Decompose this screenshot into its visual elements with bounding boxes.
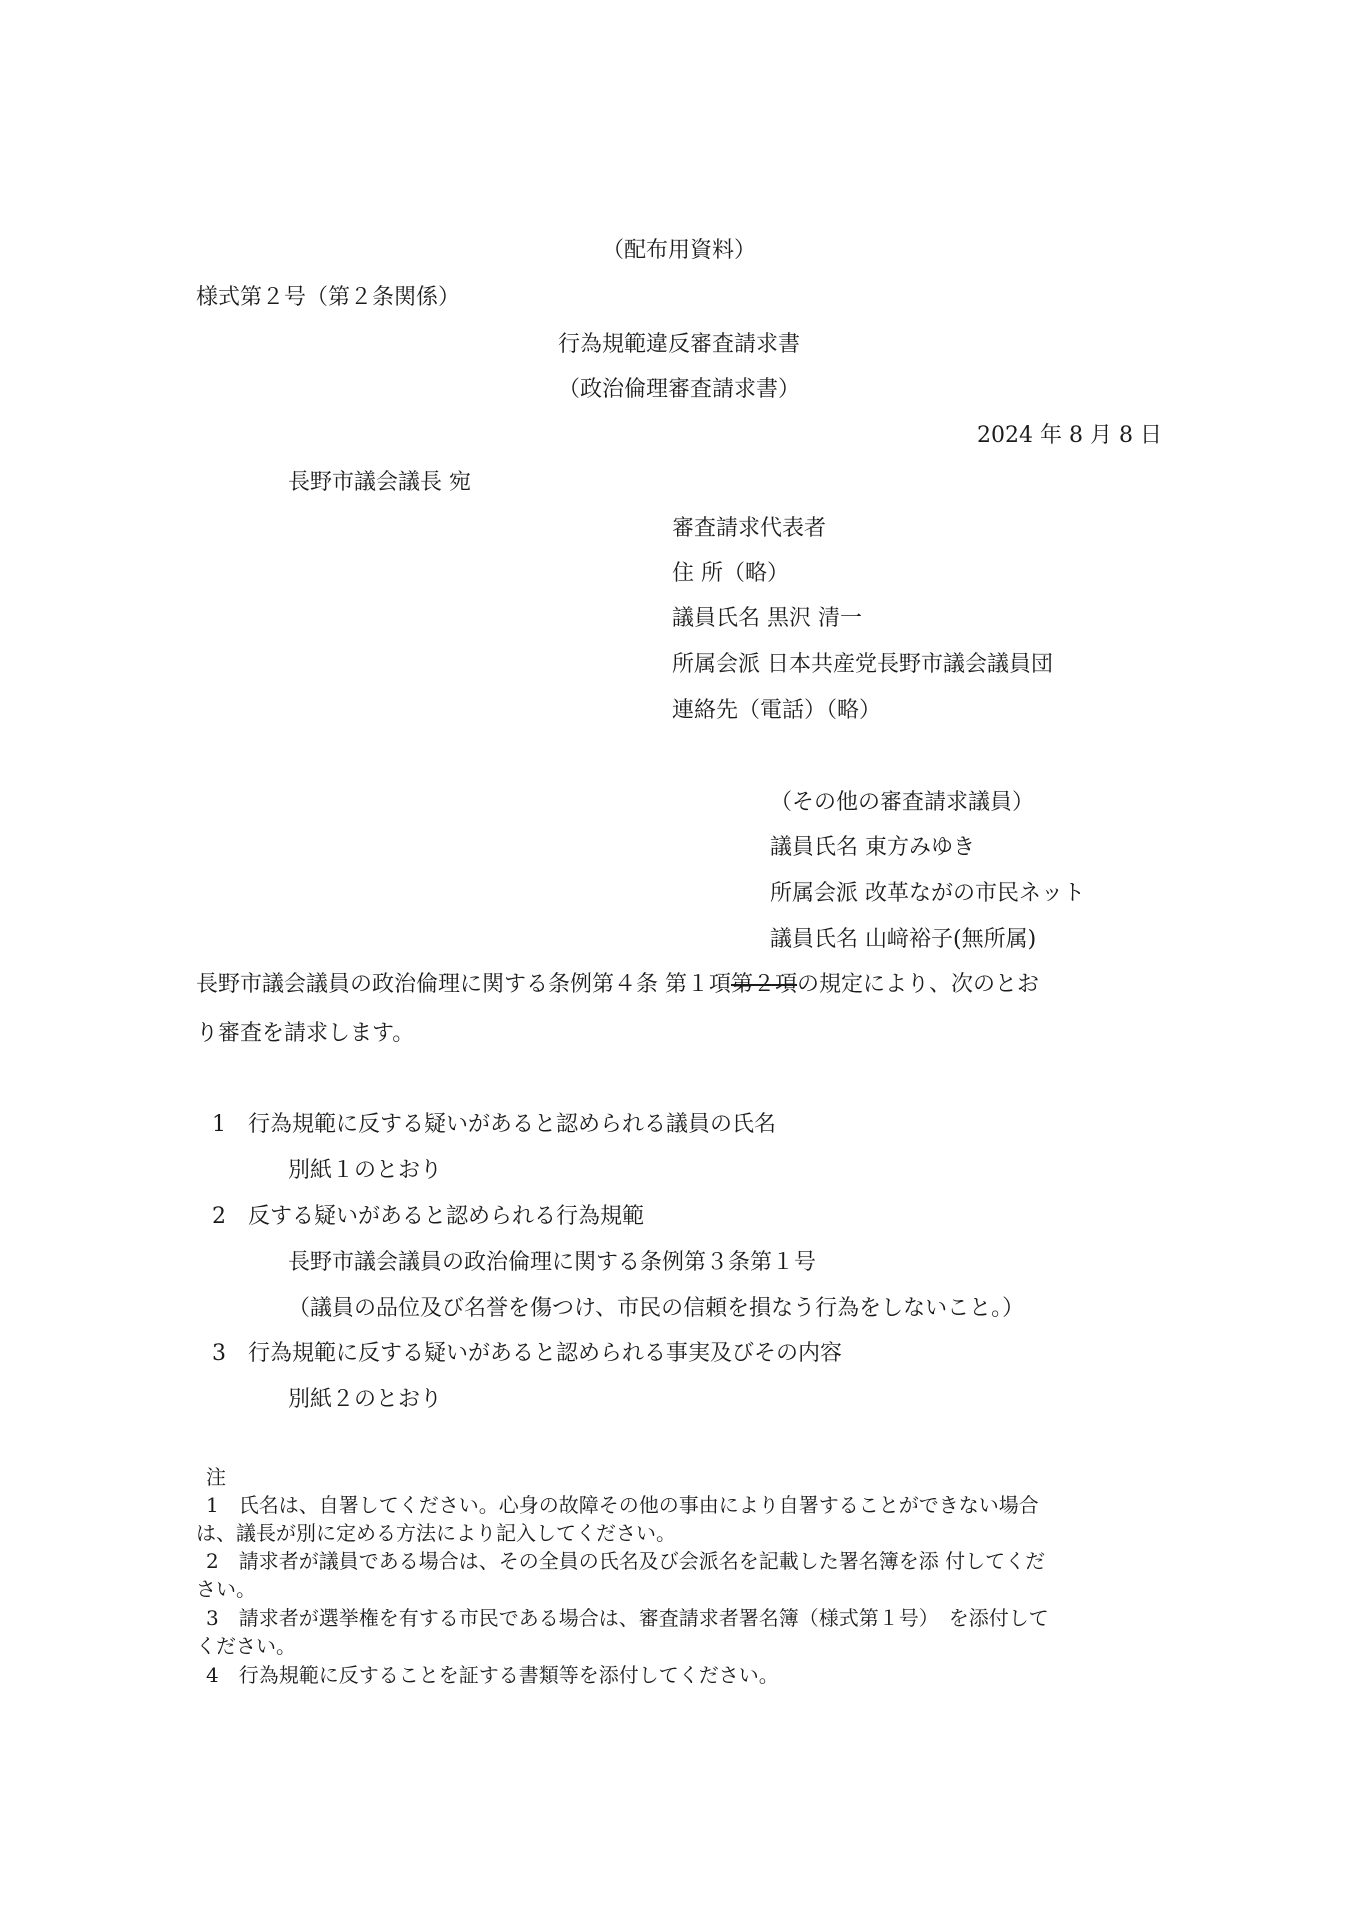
- item-3-detail: 別紙２のとおり: [288, 1387, 443, 1412]
- intro-text-part1: 長野市議会議員の政治倫理に関する条例第４条 第１項: [196, 972, 731, 997]
- form-number: 様式第２号（第２条関係）: [196, 285, 461, 310]
- representative-address: 住 所（略）: [672, 561, 789, 586]
- handout-label: （配布用資料）: [601, 238, 756, 263]
- representative-contact: 連絡先（電話）（略）: [672, 698, 882, 723]
- other-member-name-1: 議員氏名 東方みゆき: [770, 835, 975, 860]
- notes-heading: 注: [206, 1465, 226, 1489]
- item-3-title: 3 行為規範に反する疑いがあると認められる事実及びその内容: [212, 1341, 842, 1366]
- item-1-detail: 別紙１のとおり: [288, 1158, 443, 1183]
- document-date: 2024 年 8 月 8 日: [977, 423, 1162, 448]
- representative-heading: 審査請求代表者: [672, 516, 827, 541]
- addressee: 長野市議会議長 宛: [288, 470, 471, 495]
- struck-text: 第２項: [731, 972, 798, 997]
- intro-paragraph-line2: り審査を請求します。: [196, 1021, 415, 1046]
- item-2-title: 2 反する疑いがあると認められる行為規範: [212, 1204, 644, 1229]
- intro-text-part2: の規定により、次のとお: [797, 972, 1040, 997]
- note-2-line-1: 2 請求者が議員である場合は、その全員の氏名及び会派名を記載した署名簿を添 付してくだ: [206, 1549, 1046, 1573]
- note-1-line-1: 1 氏名は、自署してください。心身の故障その他の事由により自署することができない場合: [206, 1493, 1039, 1517]
- representative-faction: 所属会派 日本共産党長野市議会議員団: [672, 652, 1053, 677]
- note-1-line-2: は、議長が別に定める方法により記入してください。: [196, 1521, 676, 1545]
- note-2-line-2: さい。: [196, 1577, 256, 1601]
- item-2-detail-2: （議員の品位及び名誉を傷つけ、市民の信頼を損なう行為をしないこと。）: [288, 1296, 1025, 1321]
- document-subtitle: （政治倫理審査請求書）: [557, 377, 800, 402]
- item-1-title: 1 行為規範に反する疑いがあると認められる議員の氏名: [212, 1112, 776, 1137]
- intro-paragraph-line1: [196, 970, 1039, 1000]
- other-member-name-2: 議員氏名 山﨑裕子(無所属): [770, 927, 1037, 952]
- other-members-heading: （その他の審査請求議員）: [770, 790, 1035, 815]
- representative-name: 議員氏名 黒沢 清一: [672, 606, 862, 631]
- document-title: 行為規範違反審査請求書: [557, 332, 800, 357]
- note-3-line-1: 3 請求者が選挙権を有する市民である場合は、審査請求者署名簿（様式第１号） を添付して: [206, 1606, 1049, 1630]
- other-member-faction-1: 所属会派 改革ながの市民ネット: [770, 881, 1085, 906]
- note-4-line-1: 4 行為規範に反することを証する書類等を添付してください。: [206, 1663, 779, 1687]
- item-2-detail-1: 長野市議会議員の政治倫理に関する条例第３条第１号: [288, 1250, 817, 1275]
- note-3-line-2: ください。: [196, 1634, 296, 1658]
